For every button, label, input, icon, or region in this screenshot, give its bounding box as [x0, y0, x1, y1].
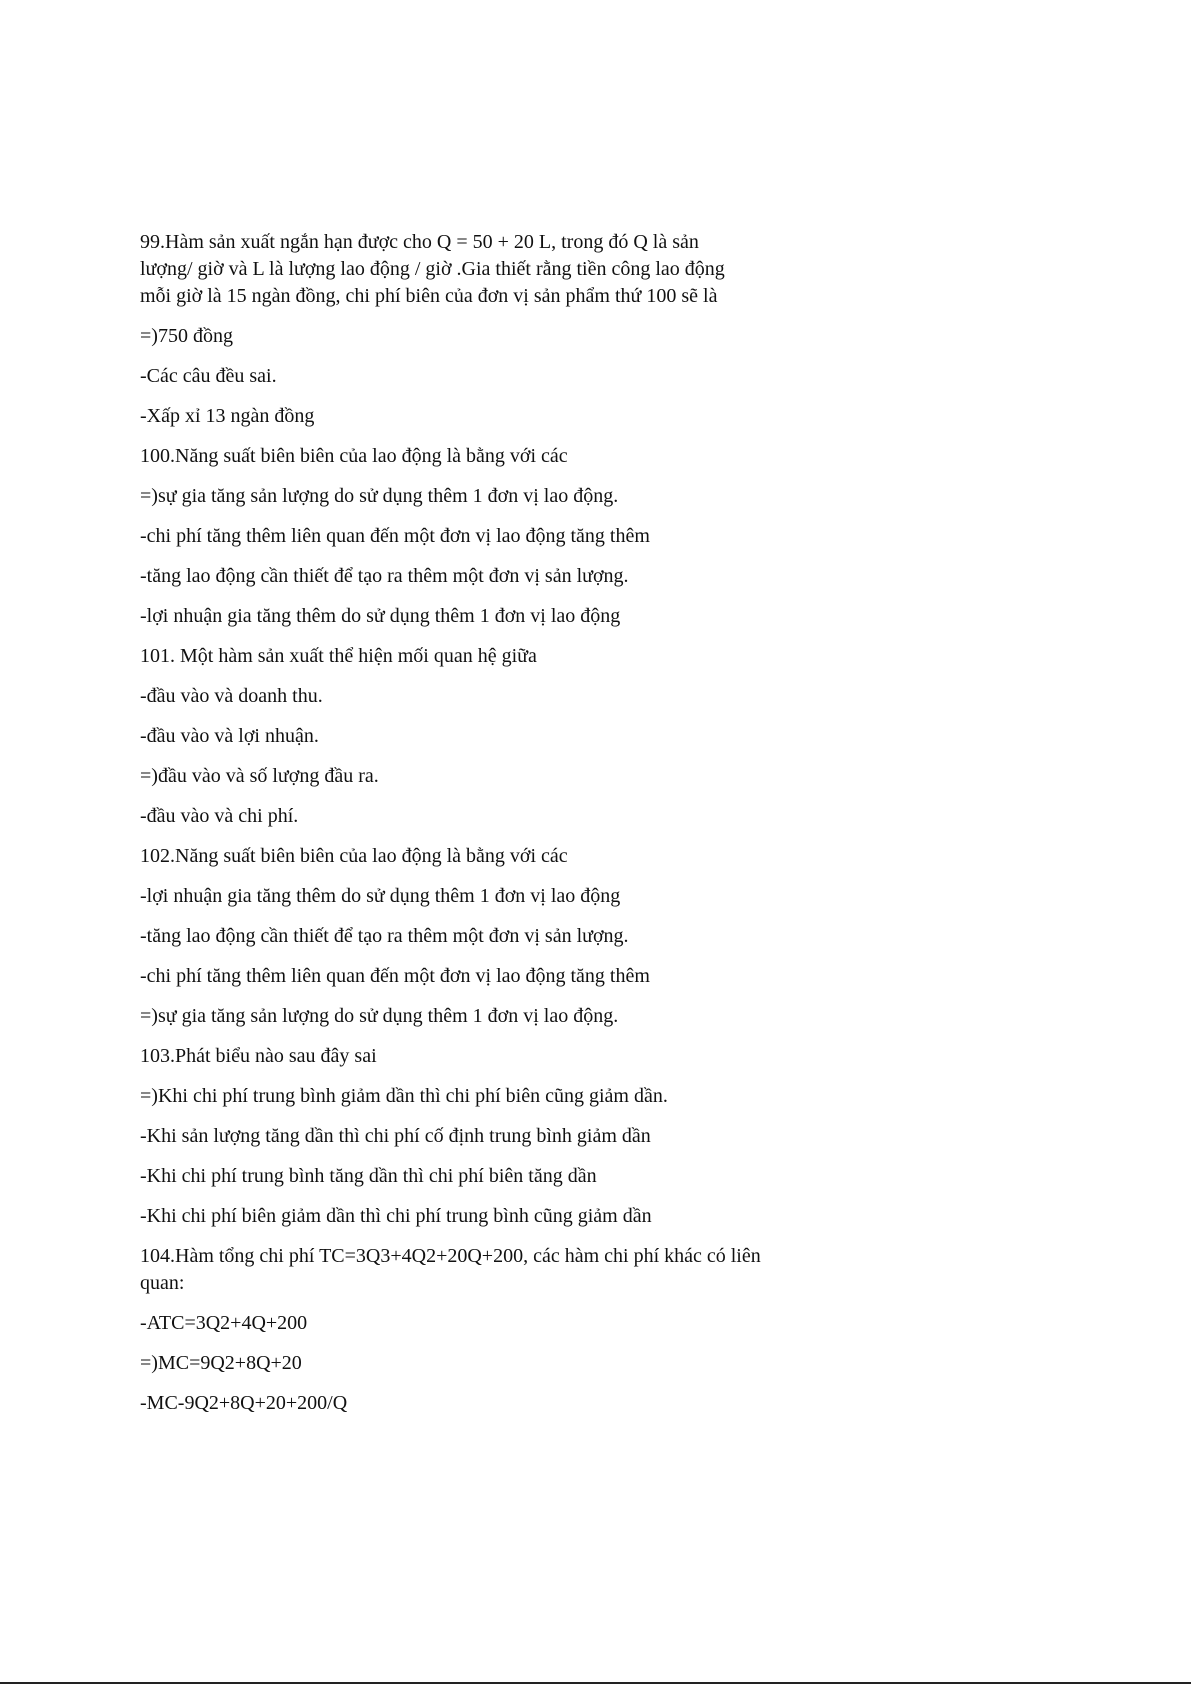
paragraph	[140, 923, 820, 950]
text-line: =)750 đồng	[140, 325, 233, 347]
paragraph	[140, 483, 820, 510]
text-line: -MC-9Q2+8Q+20+200/Q	[140, 1392, 348, 1414]
paragraph	[140, 763, 820, 790]
paragraph	[140, 1310, 820, 1337]
text-line: =)sự gia tăng sản lượng do sử dụng thêm 1 đơn vị lao động.	[140, 1005, 619, 1027]
paragraph	[140, 1123, 820, 1150]
text-line: -Khi chi phí trung bình tăng dần thì chi phí biên tăng dần	[140, 1165, 597, 1187]
paragraph	[140, 523, 820, 550]
text-line: -chi phí tăng thêm liên quan đến một đơn vị lao động tăng thêm	[140, 965, 650, 987]
text-line: 99.Hàm sản xuất ngắn hạn được cho Q = 50 + 20 L, trong đó Q là sản	[140, 231, 699, 253]
text-line: 104.Hàm tổng chi phí TC=3Q3+4Q2+20Q+200, các hàm chi phí khác có liên	[140, 1245, 761, 1267]
paragraph	[140, 963, 820, 990]
text-line: -Xấp xỉ 13 ngàn đồng	[140, 405, 315, 427]
paragraph	[140, 1203, 820, 1230]
text-line: -Khi sản lượng tăng dần thì chi phí cố định trung bình giảm dần	[140, 1125, 651, 1147]
text-line: =)Khi chi phí trung bình giảm dần thì chi phí biên cũng giảm dần.	[140, 1085, 668, 1107]
paragraph	[140, 603, 820, 630]
text-line: -lợi nhuận gia tăng thêm do sử dụng thêm 1 đơn vị lao động	[140, 605, 621, 627]
paragraph	[140, 1083, 820, 1110]
text-line: -Các câu đều sai.	[140, 365, 277, 387]
paragraph	[140, 883, 820, 910]
document-body	[140, 229, 820, 1430]
text-line: 101. Một hàm sản xuất thể hiện mối quan hệ giữa	[140, 645, 537, 667]
text-line: -đầu vào và doanh thu.	[140, 685, 323, 707]
text-line: 102.Năng suất biên biên của lao động là bằng với các	[140, 845, 568, 867]
paragraph	[140, 1390, 820, 1417]
paragraph	[140, 683, 820, 710]
paragraph	[140, 323, 820, 350]
paragraph	[140, 363, 820, 390]
paragraph	[140, 643, 820, 670]
text-line: -ATC=3Q2+4Q+200	[140, 1312, 308, 1334]
text-line: -chi phí tăng thêm liên quan đến một đơn vị lao động tăng thêm	[140, 525, 650, 547]
paragraph	[140, 229, 820, 310]
paragraph	[140, 803, 820, 830]
text-line: lượng/ giờ và L là lượng lao động / giờ .Gia thiết rằng tiền công lao động	[140, 258, 725, 280]
text-line: -Khi chi phí biên giảm dần thì chi phí trung bình cũng giảm dần	[140, 1205, 652, 1227]
text-line: -tăng lao động cần thiết để tạo ra thêm một đơn vị sản lượng.	[140, 565, 629, 587]
text-line: -tăng lao động cần thiết để tạo ra thêm một đơn vị sản lượng.	[140, 925, 629, 947]
text-line: -đầu vào và chi phí.	[140, 805, 299, 827]
paragraph	[140, 1243, 820, 1297]
paragraph	[140, 1043, 820, 1070]
text-line: -lợi nhuận gia tăng thêm do sử dụng thêm 1 đơn vị lao động	[140, 885, 621, 907]
text-line: 100.Năng suất biên biên của lao động là bằng với các	[140, 445, 568, 467]
page-bottom-rule	[0, 1682, 1191, 1684]
paragraph	[140, 403, 820, 430]
paragraph	[140, 843, 820, 870]
paragraph	[140, 1163, 820, 1190]
paragraph	[140, 1350, 820, 1377]
paragraph	[140, 563, 820, 590]
text-line: quan:	[140, 1272, 185, 1294]
text-line: -đầu vào và lợi nhuận.	[140, 725, 319, 747]
text-line: mỗi giờ là 15 ngàn đồng, chi phí biên của đơn vị sản phẩm thứ 100 sẽ là	[140, 285, 718, 307]
text-line: =)đầu vào và số lượng đầu ra.	[140, 765, 379, 787]
text-line: =)MC=9Q2+8Q+20	[140, 1352, 302, 1374]
text-line: =)sự gia tăng sản lượng do sử dụng thêm 1 đơn vị lao động.	[140, 485, 619, 507]
text-line: 103.Phát biểu nào sau đây sai	[140, 1045, 377, 1067]
paragraph	[140, 443, 820, 470]
paragraph	[140, 1003, 820, 1030]
paragraph	[140, 723, 820, 750]
